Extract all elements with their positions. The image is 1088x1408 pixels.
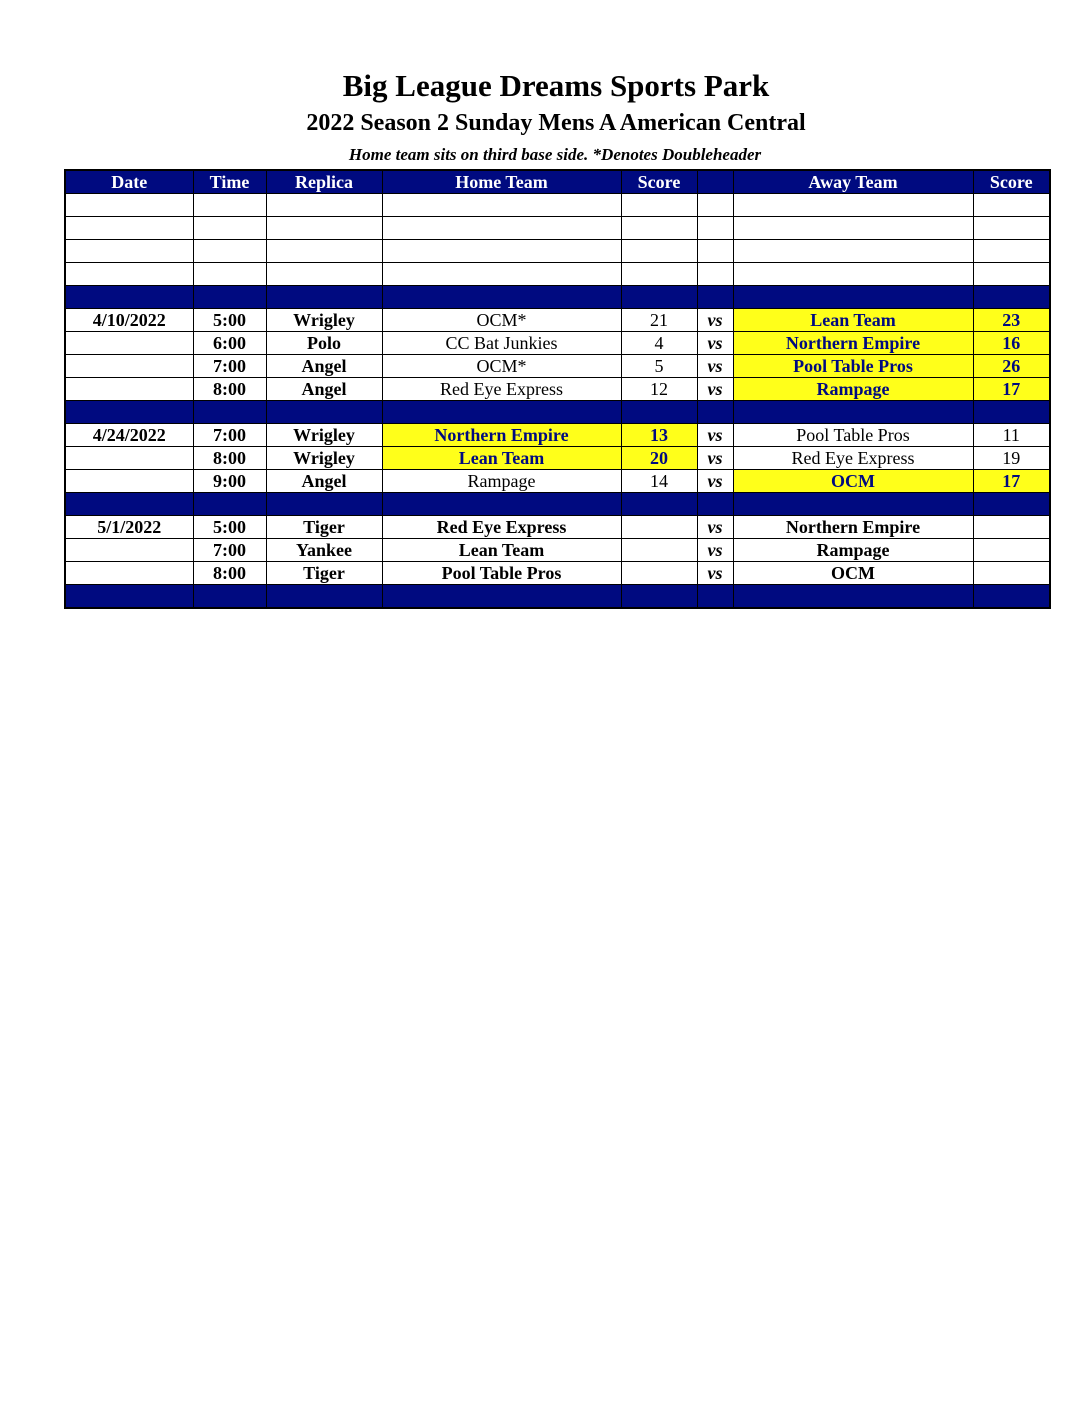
away-team: Rampage xyxy=(733,539,973,562)
game-date: 5/1/2022 xyxy=(65,516,193,539)
home-team: OCM* xyxy=(382,309,621,332)
away-team: Rampage xyxy=(733,378,973,401)
game-replica: Wrigley xyxy=(266,424,382,447)
column-header-away-team: Away Team xyxy=(733,170,973,194)
page-subtitle: 2022 Season 2 Sunday Mens A American Central xyxy=(306,110,806,136)
column-header-date: Date xyxy=(65,170,193,194)
vs-label: vs xyxy=(697,516,733,539)
home-team: Lean Team xyxy=(382,539,621,562)
home-score: 21 xyxy=(621,309,697,332)
column-header-home-score: Score xyxy=(621,170,697,194)
separator-row xyxy=(65,401,1050,424)
column-header-replica: Replica xyxy=(266,170,382,194)
game-time: 7:00 xyxy=(193,424,266,447)
game-time: 5:00 xyxy=(193,309,266,332)
home-team: Pool Table Pros xyxy=(382,562,621,585)
home-team: Rampage xyxy=(382,470,621,493)
separator-row xyxy=(65,493,1050,516)
game-time: 8:00 xyxy=(193,562,266,585)
game-date xyxy=(65,378,193,401)
away-score: 16 xyxy=(973,332,1050,355)
vs-label: vs xyxy=(697,424,733,447)
home-score: 12 xyxy=(621,378,697,401)
game-row xyxy=(65,332,1050,355)
blank-row xyxy=(65,194,1050,217)
header-row xyxy=(65,170,1050,194)
vs-label: vs xyxy=(697,562,733,585)
home-team: Northern Empire xyxy=(382,424,621,447)
game-date xyxy=(65,562,193,585)
away-team: OCM xyxy=(733,562,973,585)
game-time: 8:00 xyxy=(193,378,266,401)
vs-label: vs xyxy=(697,309,733,332)
game-replica: Tiger xyxy=(266,562,382,585)
home-score xyxy=(621,562,697,585)
away-score xyxy=(973,539,1050,562)
away-team: Lean Team xyxy=(733,309,973,332)
game-row xyxy=(65,516,1050,539)
game-time: 6:00 xyxy=(193,332,266,355)
home-team: Red Eye Express xyxy=(382,516,621,539)
blank-row xyxy=(65,263,1050,286)
blank-row xyxy=(65,217,1050,240)
game-time: 7:00 xyxy=(193,539,266,562)
home-score xyxy=(621,516,697,539)
game-replica: Polo xyxy=(266,332,382,355)
away-score: 23 xyxy=(973,309,1050,332)
away-score xyxy=(973,516,1050,539)
schedule-note: Home team sits on third base side. *Denotes Doubleheader xyxy=(348,145,762,164)
game-date xyxy=(65,332,193,355)
home-team: CC Bat Junkies xyxy=(382,332,621,355)
game-row xyxy=(65,447,1050,470)
game-replica: Angel xyxy=(266,355,382,378)
blank-row xyxy=(65,240,1050,263)
game-time: 7:00 xyxy=(193,355,266,378)
game-time: 9:00 xyxy=(193,470,266,493)
vs-label: vs xyxy=(697,378,733,401)
away-team: Northern Empire xyxy=(733,332,973,355)
home-score: 20 xyxy=(621,447,697,470)
column-header-vs xyxy=(697,170,733,194)
home-score xyxy=(621,539,697,562)
away-score xyxy=(973,562,1050,585)
game-date xyxy=(65,447,193,470)
game-row xyxy=(65,309,1050,332)
game-date xyxy=(65,539,193,562)
separator-row xyxy=(65,585,1050,609)
game-replica: Angel xyxy=(266,470,382,493)
away-team: Northern Empire xyxy=(733,516,973,539)
game-row xyxy=(65,355,1050,378)
game-replica: Yankee xyxy=(266,539,382,562)
away-score: 11 xyxy=(973,424,1050,447)
game-replica: Tiger xyxy=(266,516,382,539)
game-replica: Wrigley xyxy=(266,309,382,332)
game-replica: Wrigley xyxy=(266,447,382,470)
away-team: Red Eye Express xyxy=(733,447,973,470)
home-team: Lean Team xyxy=(382,447,621,470)
vs-label: vs xyxy=(697,470,733,493)
game-time: 8:00 xyxy=(193,447,266,470)
away-team: OCM xyxy=(733,470,973,493)
game-date xyxy=(65,355,193,378)
game-date: 4/10/2022 xyxy=(65,309,193,332)
game-time: 5:00 xyxy=(193,516,266,539)
home-score: 4 xyxy=(621,332,697,355)
vs-label: vs xyxy=(697,355,733,378)
away-score: 17 xyxy=(973,470,1050,493)
page-title: Big League Dreams Sports Park xyxy=(342,68,770,103)
away-score: 19 xyxy=(973,447,1050,470)
home-score: 5 xyxy=(621,355,697,378)
game-date: 4/24/2022 xyxy=(65,424,193,447)
home-team: Red Eye Express xyxy=(382,378,621,401)
vs-label: vs xyxy=(697,447,733,470)
column-header-home-team: Home Team xyxy=(382,170,621,194)
vs-label: vs xyxy=(697,539,733,562)
home-score: 14 xyxy=(621,470,697,493)
game-row xyxy=(65,424,1050,447)
game-row xyxy=(65,539,1050,562)
away-score: 17 xyxy=(973,378,1050,401)
game-row xyxy=(65,378,1050,401)
column-header-time: Time xyxy=(193,170,266,194)
schedule-table xyxy=(64,169,1051,609)
away-team: Pool Table Pros xyxy=(733,424,973,447)
away-score: 26 xyxy=(973,355,1050,378)
home-score: 13 xyxy=(621,424,697,447)
game-row xyxy=(65,562,1050,585)
separator-row xyxy=(65,286,1050,309)
vs-label: vs xyxy=(697,332,733,355)
home-team: OCM* xyxy=(382,355,621,378)
game-replica: Angel xyxy=(266,378,382,401)
game-row xyxy=(65,470,1050,493)
away-team: Pool Table Pros xyxy=(733,355,973,378)
game-date xyxy=(65,470,193,493)
column-header-away-score: Score xyxy=(973,170,1050,194)
